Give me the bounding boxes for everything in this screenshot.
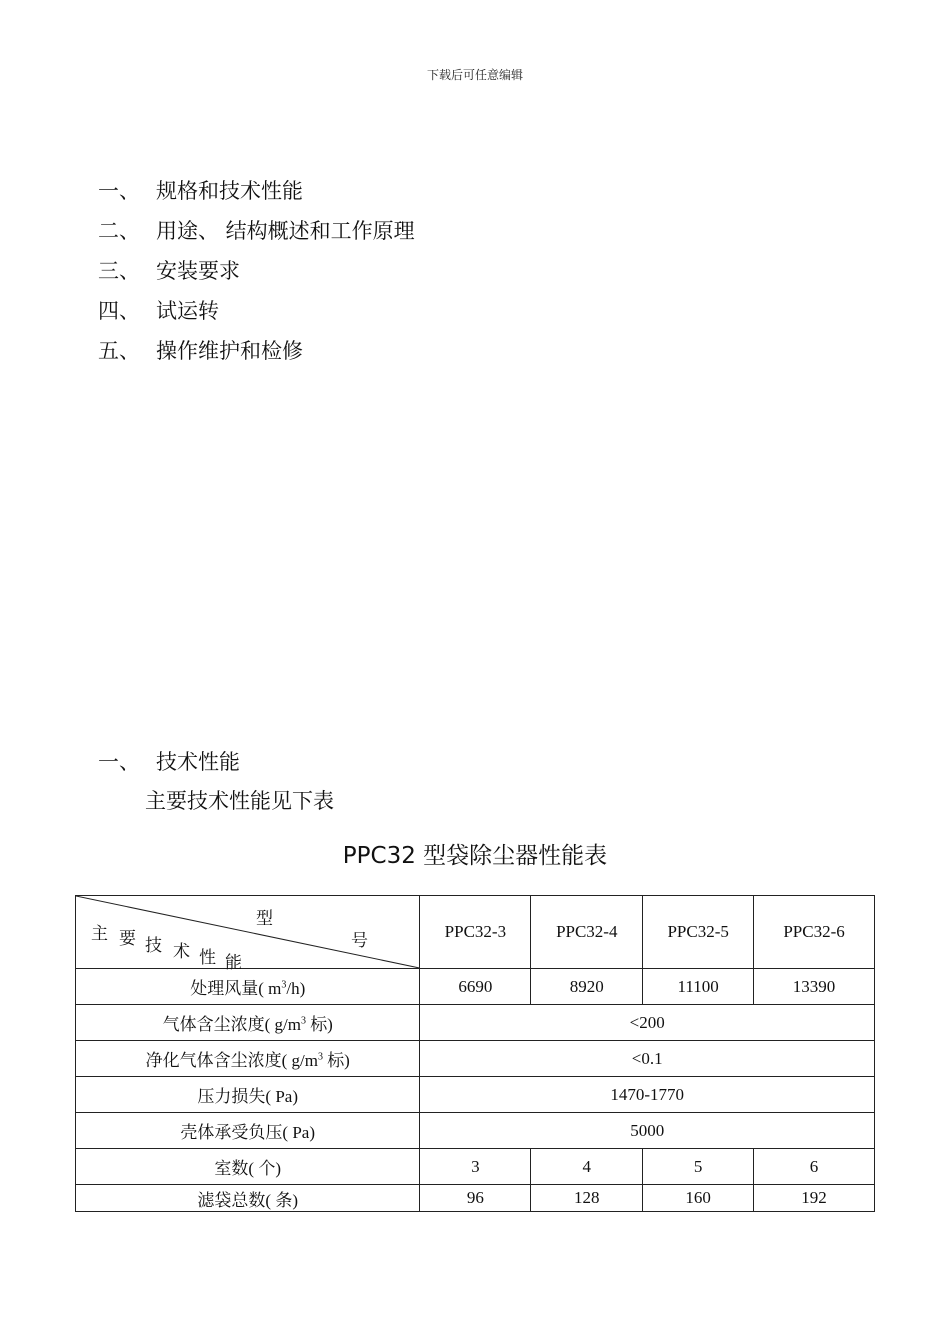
toc-item <box>98 170 415 210</box>
table-row <box>76 1113 875 1149</box>
toc-item-text: 试运转 <box>156 299 219 323</box>
section-number: 一、 <box>98 750 140 774</box>
merged-cell: <0.1 <box>420 1041 875 1077</box>
table-cell: 4 <box>531 1149 643 1185</box>
table-cell: 6690 <box>420 969 531 1005</box>
table-cell: 96 <box>420 1185 531 1212</box>
corner-label-char: 能 <box>225 953 242 973</box>
table-title: PPC32 型袋除尘器性能表 <box>342 843 608 869</box>
corner-label-char: 性 <box>199 948 216 968</box>
corner-label-char: 要 <box>119 929 136 949</box>
toc-item <box>98 330 415 370</box>
model-header-cell: PPC32-4 <box>531 896 643 969</box>
table-cell: 3 <box>420 1149 531 1185</box>
table-cell: 8920 <box>531 969 643 1005</box>
table-cell: 6 <box>754 1149 875 1185</box>
toc-item-text: 安装要求 <box>156 259 240 283</box>
table-of-contents <box>98 170 415 370</box>
toc-item-text: 用途、 结构概述和工作原理 <box>156 219 415 243</box>
merged-cell: 1470-1770 <box>420 1077 875 1113</box>
table-row <box>76 1149 875 1185</box>
merged-cell: 5000 <box>420 1113 875 1149</box>
table-cell: 5 <box>643 1149 754 1185</box>
toc-item-number: 五、 <box>98 339 140 363</box>
row-label: 气体含尘浓度( $g/m^3$ 标) <box>76 1005 420 1041</box>
table-cell: 128 <box>531 1185 643 1212</box>
row-label: 处理风量( $m^3/h$) <box>76 969 420 1005</box>
toc-item-number: 一、 <box>98 179 140 203</box>
table-row <box>76 1185 875 1212</box>
table-row <box>76 1077 875 1113</box>
table-cell: 192 <box>754 1185 875 1212</box>
toc-item <box>98 210 415 250</box>
toc-item-number: 四、 <box>98 299 140 323</box>
toc-item-number: 三、 <box>98 259 140 283</box>
table-row <box>76 1041 875 1077</box>
model-header-cell: PPC32-6 <box>754 896 875 969</box>
section-description: 主要技术性能见下表 <box>145 789 334 813</box>
model-header-cell: PPC32-5 <box>643 896 754 969</box>
toc-item-text: 操作维护和检修 <box>156 339 303 363</box>
section-title: 技术性能 <box>156 750 240 774</box>
corner-label-char: 术 <box>173 942 190 962</box>
toc-item-number: 二、 <box>98 219 140 243</box>
corner-label-char: 技 <box>145 936 162 956</box>
toc-item <box>98 290 415 330</box>
model-header-cell: PPC32-3 <box>420 896 531 969</box>
corner-label-type: 型 <box>256 909 273 929</box>
table-row <box>76 969 875 1005</box>
toc-item-text: 规格和技术性能 <box>156 179 303 203</box>
table-cell: 11100 <box>643 969 754 1005</box>
table-cell: 160 <box>643 1185 754 1212</box>
corner-label-number: 号 <box>351 931 368 951</box>
table-cell: 13390 <box>754 969 875 1005</box>
diagonal-header-cell <box>76 896 420 973</box>
toc-item <box>98 250 415 290</box>
row-label: 压力损失( Pa) <box>76 1077 420 1113</box>
corner-label-char: 主 <box>91 924 108 944</box>
section-heading <box>98 744 240 778</box>
row-label: 滤袋总数( 条) <box>76 1185 420 1212</box>
performance-table <box>75 895 875 1212</box>
row-label: 净化气体含尘浓度( $g/m^3$ 标) <box>76 1041 420 1077</box>
row-label: 壳体承受负压( Pa) <box>76 1113 420 1149</box>
table-row <box>76 1005 875 1041</box>
table-header-row <box>76 896 875 969</box>
header-note: 下载后可任意编辑 <box>426 68 523 82</box>
merged-cell: <200 <box>420 1005 875 1041</box>
row-label: 室数( 个) <box>76 1149 420 1185</box>
